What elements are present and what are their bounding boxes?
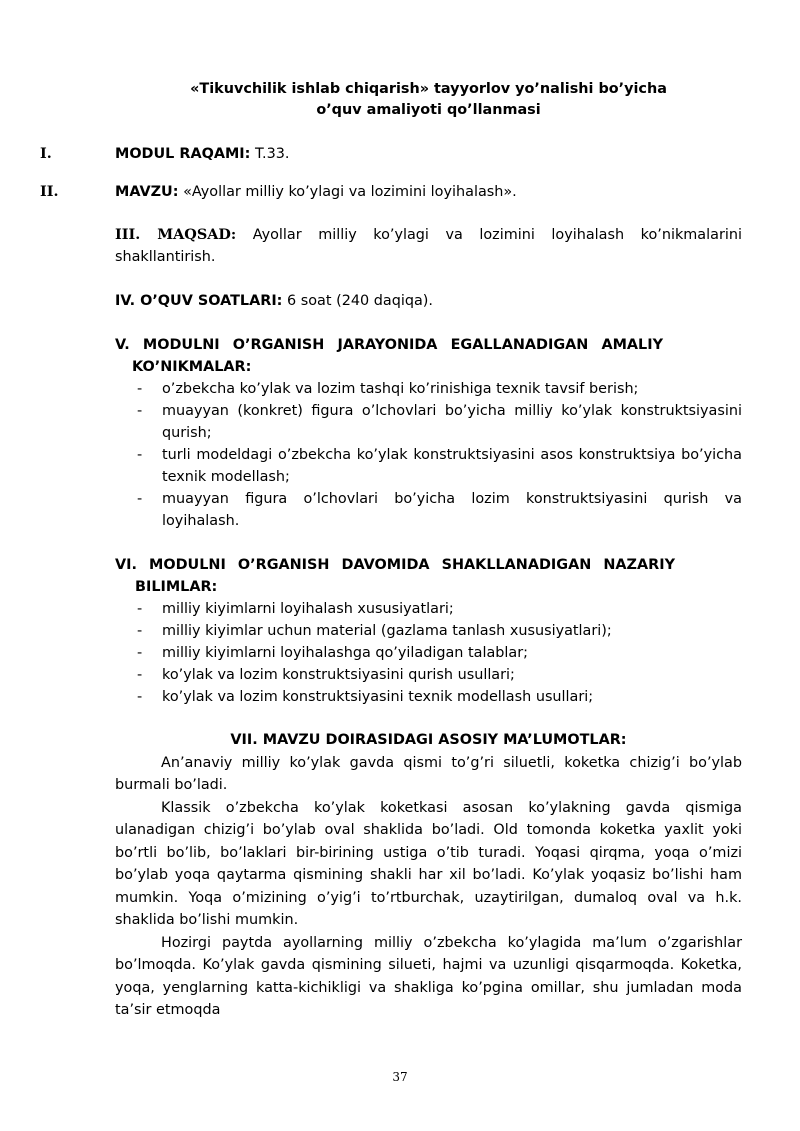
list-item [115,686,742,708]
list-item [115,598,742,620]
dash-bullet: - [137,667,143,683]
knowledge-list [115,598,742,708]
list-item-text: turli modeldagi o’zbekcha ko’ylak konstruktsiyasini asos konstruktsiya bo’yicha texnik modellash; [162,447,742,485]
list-item-text: muayyan (konkret) figura o’lchovlari bo’yicha milliy ko’ylak konstruktsiyasini qurish; [162,403,742,441]
dash-bullet: - [137,381,143,397]
section-title: VII. MAVZU DOIRASIDAGI ASOSIY MA’LUMOTLAR: [230,732,627,748]
section-label: III. MAQSAD: [115,226,237,243]
list-item-text: ko’ylak va lozim konstruktsiyasini qurish usullari; [162,667,515,683]
section-title: VI. MODULNI O’RGANISH DAVOMIDA SHAKLLANADIGAN NAZARIY [115,557,675,573]
body-paragraph: Klassik o’zbekcha ko’ylak koketkasi asosan ko’ylakning gavda qismiga ulanadigan chizig’i bo’ylab oval shaklida bo’ladi. Old tomonda koketka yaxlit yoki bo’rtli bo’lib, bo’laklari bir-birining ustiga o’tib turadi. Yoqasi qirqma, yoqa o’mizi bo’ylab yoqa qaytarma qismining shakli har xil bo’ladi. Ko’ylak yoqasiz bo’lishi ham mumkin. Yoqa o’mizining o’yig’i to’rtburchak, uzaytirilgan, dumaloq oval va h.k. shaklida bo’lishi mumkin. [115,799,742,928]
section-value: 6 soat (240 daqiqa). [282,293,433,309]
section-text [115,143,290,165]
list-item [115,642,742,664]
section-label: IV. O’QUV SOATLARI: [115,293,283,309]
dash-bullet: - [137,403,143,419]
section-title-continued: KO’NIKMALAR: [132,359,252,375]
list-item-text: muayyan figura o’lchovlari bo’yicha lozim konstruktsiyasini qurish va loyihalash. [162,491,742,529]
list-item [115,620,742,642]
section-label: MAVZU: [115,184,179,200]
dash-bullet: - [137,689,143,705]
list-item-text: milliy kiyimlar uchun material (gazlama tanlash xususiyatlari); [162,623,612,639]
section-text [115,181,517,203]
list-item [115,664,742,686]
dash-bullet: - [137,601,143,617]
list-item-text: ko’ylak va lozim konstruktsiyasini texnik modellash usullari; [162,689,594,705]
body-paragraph: Hozirgi paytda ayollarning milliy o’zbekcha ko’ylagida ma’lum o’zgarishlar bo’lmoqda. Ko’ylak gavda qismining silueti, hajmi va uzunligi qisqarmoqda. Koketka, yoqa, yenglarning katta-kichikligi va shakliga ko’pgina omillar, shu jumladan moda ta’sir etmoqda [115,934,742,1018]
dash-bullet: - [137,447,143,463]
section-value: «Ayollar milliy ko’ylagi va lozimini loyihalash». [178,184,517,200]
page-number: 37 [392,1070,408,1084]
title-line-1: «Tikuvchilik ishlab chiqarish» tayyorlov yo’nalishi bo’yicha [190,81,667,97]
list-item [115,444,742,488]
dash-bullet: - [137,645,143,661]
section-value: Ayollar milliy ko’ylagi va lozimini loyihalash ko’nikmalarini shakllantirish. [115,227,742,265]
skills-list [115,378,742,532]
section-value: T.33. [250,146,290,162]
list-item [115,378,742,400]
section-practical-skills [115,334,742,532]
section-title-continued: BILIMLAR: [135,579,218,595]
section-goal [115,224,742,268]
dash-bullet: - [137,623,143,639]
section-theoretical-knowledge [115,554,742,708]
dash-bullet: - [137,491,143,507]
list-item-text: milliy kiyimlarni loyihalashga qo’yiladigan talablar; [162,645,528,661]
section-title: V. MODULNI O’RGANISH JARAYONIDA EGALLANADIGAN AMALIY [115,337,663,353]
section-number: I. [40,145,52,162]
section-study-hours [115,290,742,312]
body-paragraph: An’anaviy milliy ko’ylak gavda qismi to’g’ri siluetli, koketka chizig’i bo’ylab burmali bo’ladi. [115,754,742,793]
section-label: MODUL RAQAMI: [115,146,251,162]
list-item-text: o’zbekcha ko’ylak va lozim tashqi ko’rinishiga texnik tavsif berish; [162,381,639,397]
document-title [115,79,742,121]
list-item [115,488,742,532]
section-main-information [115,729,742,1022]
list-item [115,400,742,444]
section-number: II. [40,183,59,200]
list-item-text: milliy kiyimlarni loyihalash xususiyatlari; [162,601,454,617]
title-line-2: o’quv amaliyoti qo’llanmasi [316,102,541,118]
